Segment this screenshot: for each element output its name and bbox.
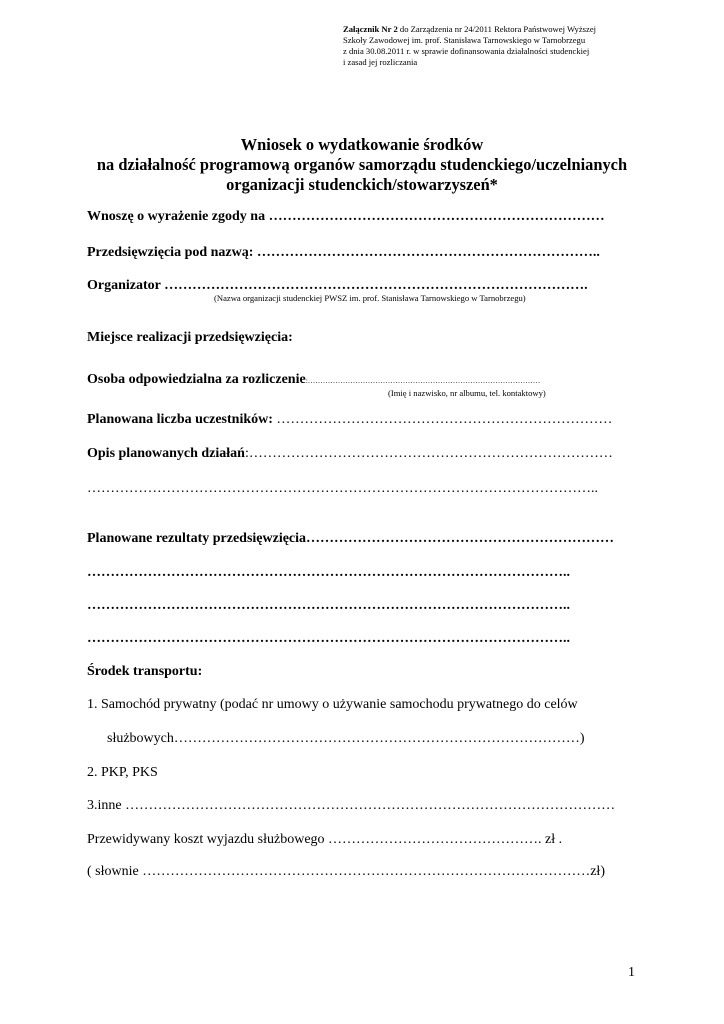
transport-option-pkp-pks: 2. PKP, PKS [87,765,158,780]
cost-in-words-field[interactable]: ( słownie ……………………………………………………………………………………zł) [87,864,605,879]
header-line-2: Szkoły Zawodowej im. prof. Stanisława Tarnowskiego w Tarnobrzegu [343,35,586,45]
results-field[interactable]: Planowane rezultaty przedsięwzięcia………………………………………………………… [87,531,615,546]
activities-line-2[interactable]: ……………………………………………………………………………………………….. [87,481,598,496]
title-line-3: organizacji studenckich/stowarzyszeń* [226,175,498,194]
title-line-1: Wniosek o wydatkowanie środków [240,135,484,154]
title-line-2: na działalność programową organów samorządu studenckiego/uczelnianych [96,155,628,174]
activities-dots: :…………………………………………………………………… [244,446,613,461]
organizer-field[interactable]: Organizator ………………………………………………………………………………. [87,278,588,293]
transport-option-private-car-cont[interactable]: służbowych……………………………………………………………………………) [107,731,585,746]
activities-label: Opis planowanych działań [87,446,245,461]
responsible-person-label: Osoba odpowiedzialna za rozliczenie [87,372,306,387]
results-line-3[interactable]: ………………………………………………………………………………………….. [87,598,570,613]
attachment-number: Załącznik Nr 2 [343,24,398,34]
participants-field[interactable] [87,412,612,428]
results-line-4[interactable]: ………………………………………………………………………………………….. [87,631,570,646]
activities-field[interactable] [87,446,613,462]
header-line-4: i zasad jej rozliczania [343,57,418,67]
page-number: 1 [628,965,635,980]
organizer-note: (Nazwa organizacji studenckiej PWSZ im. prof. Stanisława Tarnowskiego w Tarnobrzegu) [214,293,526,303]
responsible-person-dots: :………………………………………………………………………………… [305,376,541,385]
event-name-field[interactable]: Przedsięwzięcia pod nazwą: ……………………………………………………………….. [87,245,600,260]
header-line-1-rest: do Zarządzenia nr 24/2011 Rektora Państwowej Wyższej [397,24,597,34]
location-field[interactable]: Miejsce realizacji przedsięwzięcia: [87,330,293,345]
header-line-1 [343,24,640,35]
document-title [60,135,664,195]
attachment-header-note [343,24,640,68]
participants-dots: ……………………………………………………………… [272,412,613,427]
header-line-3: z dnia 30.08.2011 r. w sprawie dofinansowania działalności studenckiej [343,46,590,56]
participants-label: Planowana liczba uczestników: [87,412,273,427]
transport-label: Środek transportu: [87,664,203,679]
responsible-person-field[interactable] [87,372,540,389]
transport-option-private-car: 1. Samochód prywatny (podać nr umowy o używanie samochodu prywatnego do celów [87,697,578,712]
results-line-2[interactable]: ………………………………………………………………………………………….. [87,565,570,580]
consent-field[interactable]: Wnoszę o wyrażenie zgody na ……………………………………………………………… [87,209,605,224]
transport-option-other[interactable]: 3.inne …………………………………………………………………………………………… [87,798,616,813]
responsible-person-note: (Imię i nazwisko, nr albumu, tel. kontaktowy) [388,388,546,398]
cost-field[interactable]: Przewidywany koszt wyjazdu służbowego ………………………………………. zł . [87,832,563,847]
